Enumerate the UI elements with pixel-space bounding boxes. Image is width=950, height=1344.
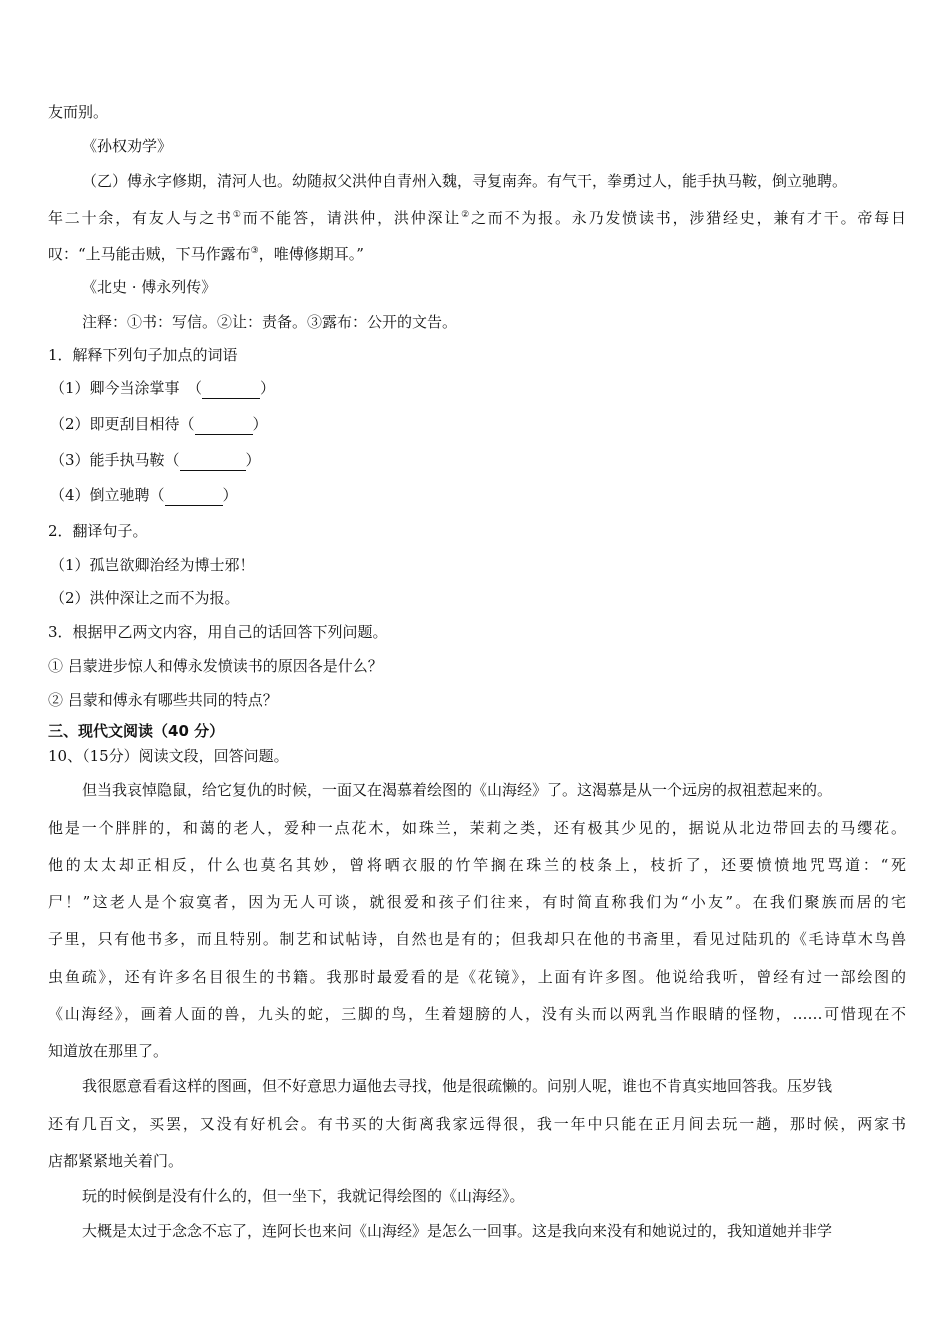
answer-blank[interactable] <box>165 485 223 506</box>
reading-line: 我很愿意看看这样的图画，但不好意思力逼他去寻找，他是很疏懒的。问别人呢，谁也不肯真实地回答我。压岁钱 <box>82 1077 833 1095</box>
reading-line: 玩的时候倒是没有什么的，但一坐下，我就记得绘图的《山海经》。 <box>82 1187 525 1205</box>
reading-line: 虫鱼疏》，还有许多名目很生的书籍。我那时最爱看的是《花镜》，上面有许多图。他说给我听，曾经有过一部绘图的 <box>48 968 906 986</box>
passage-a-source: 《孙权劝学》 <box>82 137 173 155</box>
section-heading: 三、现代文阅读（40 分） <box>48 722 225 740</box>
answer-blank[interactable] <box>180 450 246 471</box>
question-1-item: （2）即更刮目相待（ ） <box>50 415 268 433</box>
passage-b-line: （乙）傅永字修期，清河人也。幼随叔父洪仲自青州入魏，寻复南奔。有气干，拳勇过人，能手执马鞍，倒立驰聘。 <box>82 172 848 190</box>
reading-line: 《山海经》，画着人面的兽，九头的蛇，三脚的鸟，生着翅膀的人，没有头而以两乳当作眼睛的怪物，……可惜现在不 <box>48 1005 906 1023</box>
question-2-item: （2）洪仲深让之而不为报。 <box>50 589 240 607</box>
question-1-item: （3）能手执马鞍（ ） <box>50 451 261 469</box>
passage-b-source: 《北史 · 傅永列传》 <box>82 278 217 296</box>
passage-b-line: 年二十余，有友人与之书①而不能答，请洪仲，洪仲深让②之而不为报。永乃发愤读书，涉猎经史，兼有才干。帝每日 <box>48 209 906 227</box>
question-2-title: 2．翻译句子。 <box>48 522 148 540</box>
answer-blank[interactable] <box>202 378 260 399</box>
question-1-item: （1）卿今当涂掌事 （ ） <box>50 379 276 397</box>
note-mark: ① <box>232 210 243 220</box>
answer-blank[interactable] <box>195 414 253 435</box>
note-mark: ③ <box>250 246 259 256</box>
passage-a-end: 友而别。 <box>48 103 109 121</box>
reading-line: 子里，只有他书多，而且特别。制艺和试帖诗，自然也是有的；但我却只在他的书斋里，看见过陆玑的《毛诗草木鸟兽 <box>48 930 906 948</box>
reading-line: 店都紧紧地关着门。 <box>48 1152 184 1170</box>
reading-line: 还有几百文，买罢，又没有好机会。有书买的大街离我家远得很，我一年中只能在正月间去玩一趟，那时候，两家书 <box>48 1115 906 1133</box>
question-3-item: ② 吕蒙和傅永有哪些共同的特点？ <box>48 691 278 709</box>
reading-line: 尸！”这老人是个寂寞者，因为无人可谈，就很爱和孩子们往来，有时简直称我们为“小友”。在我们聚族而居的宅 <box>48 893 906 911</box>
question-10-title: 10、（15分）阅读文段，回答问题。 <box>48 747 289 765</box>
reading-line: 大概是太过于念念不忘了，连阿长也来问《山海经》是怎么一回事。这是我向来没有和她说过的，我知道她并非学 <box>82 1222 833 1240</box>
notes: 注释：①书：写信。②让：责备。③露布：公开的文告。 <box>82 313 458 331</box>
question-2-item: （1）孤岂欲卿治经为博士邪！ <box>50 556 255 574</box>
passage-b-line: 叹：“上马能击贼，下马作露布③，唯傅修期耳。” <box>48 245 364 263</box>
question-1-item: （4）倒立驰聘（ ） <box>50 486 238 504</box>
reading-line: 他是一个胖胖的，和蔼的老人，爱种一点花木，如珠兰，茉莉之类，还有极其少见的，据说从北边带回去的马缨花。 <box>48 819 906 837</box>
note-mark: ② <box>461 210 471 220</box>
question-3-item: ① 吕蒙进步惊人和傅永发愤读书的原因各是什么？ <box>48 657 383 675</box>
reading-line: 他的太太却正相反，什么也莫名其妙，曾将晒衣服的竹竿搁在珠兰的枝条上，枝折了，还要愤愤地咒骂道：“死 <box>48 856 906 874</box>
reading-line: 知道放在那里了。 <box>48 1042 169 1060</box>
question-1-title: 1．解释下列句子加点的词语 <box>48 346 238 364</box>
question-3-title: 3．根据甲乙两文内容，用自己的话回答下列问题。 <box>48 623 388 641</box>
reading-line: 但当我哀悼隐鼠，给它复仇的时候，一面又在渴慕着绘图的《山海经》了。这渴慕是从一个远房的叔祖惹起来的。 <box>82 781 833 799</box>
